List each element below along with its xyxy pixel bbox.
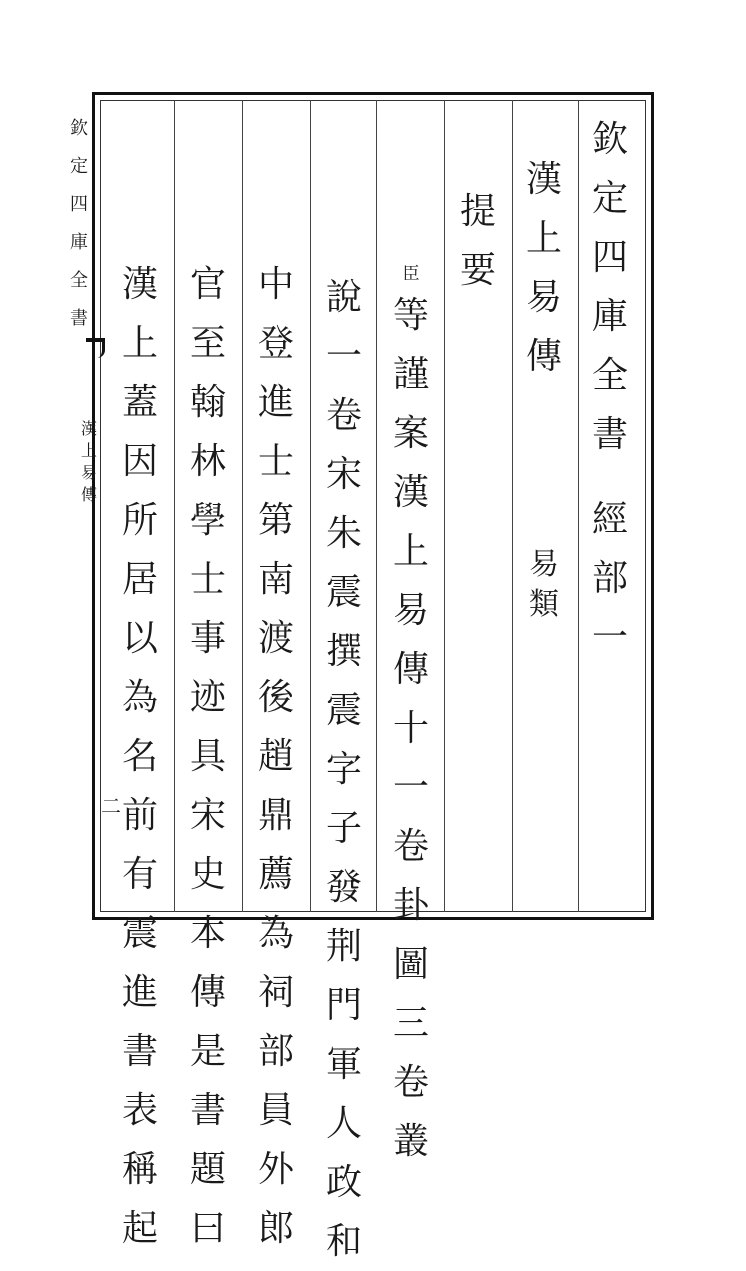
glyph: 中 <box>257 264 294 305</box>
glyph: 卷 <box>325 395 362 436</box>
glyph: 為 <box>257 913 294 954</box>
glyph: 書 <box>70 308 88 329</box>
glyph: 要 <box>459 250 496 291</box>
glyph: 官 <box>189 264 226 305</box>
body-column-1 <box>389 262 433 1171</box>
glyph: 外 <box>257 1149 294 1190</box>
section-heading <box>456 182 500 300</box>
glyph: 圖 <box>392 944 429 985</box>
glyph: 曰 <box>189 1208 226 1249</box>
column-rule <box>444 100 445 912</box>
glyph: 荆 <box>325 926 362 967</box>
column-rule <box>578 100 579 912</box>
glyph: 上 <box>525 218 562 259</box>
glyph: 薦 <box>257 854 294 895</box>
glyph: 震 <box>121 913 158 954</box>
glyph: 鼎 <box>257 795 294 836</box>
glyph: 學 <box>189 500 226 541</box>
glyph: 漢 <box>80 419 97 438</box>
glyph: 傳 <box>189 972 226 1013</box>
glyph: 郎 <box>257 1208 294 1249</box>
glyph: 員 <box>257 1090 294 1131</box>
margin-volume-label <box>80 418 98 506</box>
glyph: 四 <box>70 194 88 215</box>
body-column-5 <box>118 255 162 1258</box>
glyph: 為 <box>121 677 158 718</box>
glyph: 一 <box>325 336 362 377</box>
column-rule <box>242 100 243 912</box>
glyph: 士 <box>189 559 226 600</box>
glyph: 蓋 <box>121 382 158 423</box>
column-rule <box>376 100 377 912</box>
subject-marker: 臣 <box>402 264 420 284</box>
glyph: 居 <box>121 559 158 600</box>
glyph: 是 <box>189 1031 226 1072</box>
glyph: 政 <box>325 1162 362 1203</box>
glyph: 和 <box>325 1221 362 1262</box>
glyph: 全 <box>591 355 628 396</box>
glyph: 震 <box>325 690 362 731</box>
glyph: 子 <box>325 808 362 849</box>
glyph: 傳 <box>392 649 429 690</box>
glyph: 渡 <box>257 618 294 659</box>
body-column-4 <box>186 255 230 1258</box>
glyph: 後 <box>257 677 294 718</box>
glyph: 說 <box>325 277 362 318</box>
glyph: 軍 <box>325 1044 362 1085</box>
glyph: 祠 <box>257 972 294 1013</box>
glyph: 第 <box>257 500 294 541</box>
glyph: 卦 <box>392 885 429 926</box>
body-column-3 <box>254 255 298 1258</box>
margin-page-number: 二 <box>101 794 121 818</box>
glyph: 宋 <box>325 454 362 495</box>
glyph: 本 <box>189 913 226 954</box>
glyph: 上 <box>392 531 429 572</box>
book-title <box>522 150 566 386</box>
glyph: 朱 <box>325 513 362 554</box>
glyph: 十 <box>392 708 429 749</box>
glyph: 欽 <box>591 119 628 160</box>
subcategory <box>522 545 566 625</box>
glyph: 傳 <box>80 485 97 504</box>
glyph: 欽 <box>70 118 88 139</box>
glyph: 士 <box>257 441 294 482</box>
glyph: 有 <box>121 854 158 895</box>
glyph: 迹 <box>189 677 226 718</box>
glyph: 登 <box>257 323 294 364</box>
glyph: 庫 <box>591 296 628 337</box>
glyph: 三 <box>392 1003 429 1044</box>
glyph: 起 <box>121 1208 158 1249</box>
glyph: 以 <box>121 618 158 659</box>
glyph: 類 <box>529 587 559 622</box>
glyph: 全 <box>70 270 88 291</box>
glyph: 提 <box>459 191 496 232</box>
glyph: 宋 <box>189 795 226 836</box>
glyph: 經 <box>591 499 628 540</box>
glyph: 漢 <box>392 472 429 513</box>
header-category <box>588 490 632 667</box>
header-collection-title <box>588 110 632 464</box>
glyph: 所 <box>121 500 158 541</box>
glyph: 書 <box>189 1090 226 1131</box>
glyph: 一 <box>591 617 628 658</box>
glyph: 人 <box>325 1103 362 1144</box>
glyph: 易 <box>525 277 562 318</box>
glyph: 因 <box>121 441 158 482</box>
glyph: 傳 <box>525 336 562 377</box>
glyph: 卷 <box>392 826 429 867</box>
glyph: 漢 <box>121 264 158 305</box>
glyph: 名 <box>121 736 158 777</box>
glyph: 庫 <box>70 232 88 253</box>
glyph: 林 <box>189 441 226 482</box>
glyph: 易 <box>529 547 559 582</box>
glyph: 上 <box>80 441 97 460</box>
body-column-2 <box>322 268 366 1271</box>
glyph: 部 <box>257 1031 294 1072</box>
glyph: 書 <box>591 414 628 455</box>
column-rule <box>512 100 513 912</box>
glyph: 漢 <box>525 159 562 200</box>
glyph: 震 <box>325 572 362 613</box>
column-rule <box>174 100 175 912</box>
glyph: 南 <box>257 559 294 600</box>
glyph: 翰 <box>189 382 226 423</box>
glyph: 部 <box>591 558 628 599</box>
glyph: 趙 <box>257 736 294 777</box>
glyph: 定 <box>591 178 628 219</box>
glyph: 表 <box>121 1090 158 1131</box>
glyph: 上 <box>121 323 158 364</box>
glyph: 案 <box>392 413 429 454</box>
margin-book-title <box>68 110 90 338</box>
glyph: 等 <box>392 295 429 336</box>
fish-tail-mark-icon <box>86 338 105 358</box>
glyph: 至 <box>189 323 226 364</box>
glyph: 卷 <box>392 1062 429 1103</box>
glyph: 事 <box>189 618 226 659</box>
body-column-1-text <box>389 286 433 1171</box>
glyph: 字 <box>325 749 362 790</box>
glyph: 易 <box>80 463 97 482</box>
glyph: 易 <box>392 590 429 631</box>
glyph: 前 <box>121 795 158 836</box>
glyph: 撰 <box>325 631 362 672</box>
glyph: 具 <box>189 736 226 777</box>
glyph: 稱 <box>121 1149 158 1190</box>
glyph: 發 <box>325 867 362 908</box>
column-rule <box>310 100 311 912</box>
glyph: 門 <box>325 985 362 1026</box>
glyph: 叢 <box>392 1121 429 1162</box>
glyph: 一 <box>392 767 429 808</box>
glyph: 進 <box>121 972 158 1013</box>
glyph: 題 <box>189 1149 226 1190</box>
glyph: 定 <box>70 156 88 177</box>
glyph: 謹 <box>392 354 429 395</box>
glyph: 四 <box>591 237 628 278</box>
glyph: 進 <box>257 382 294 423</box>
glyph: 史 <box>189 854 226 895</box>
glyph: 書 <box>121 1031 158 1072</box>
